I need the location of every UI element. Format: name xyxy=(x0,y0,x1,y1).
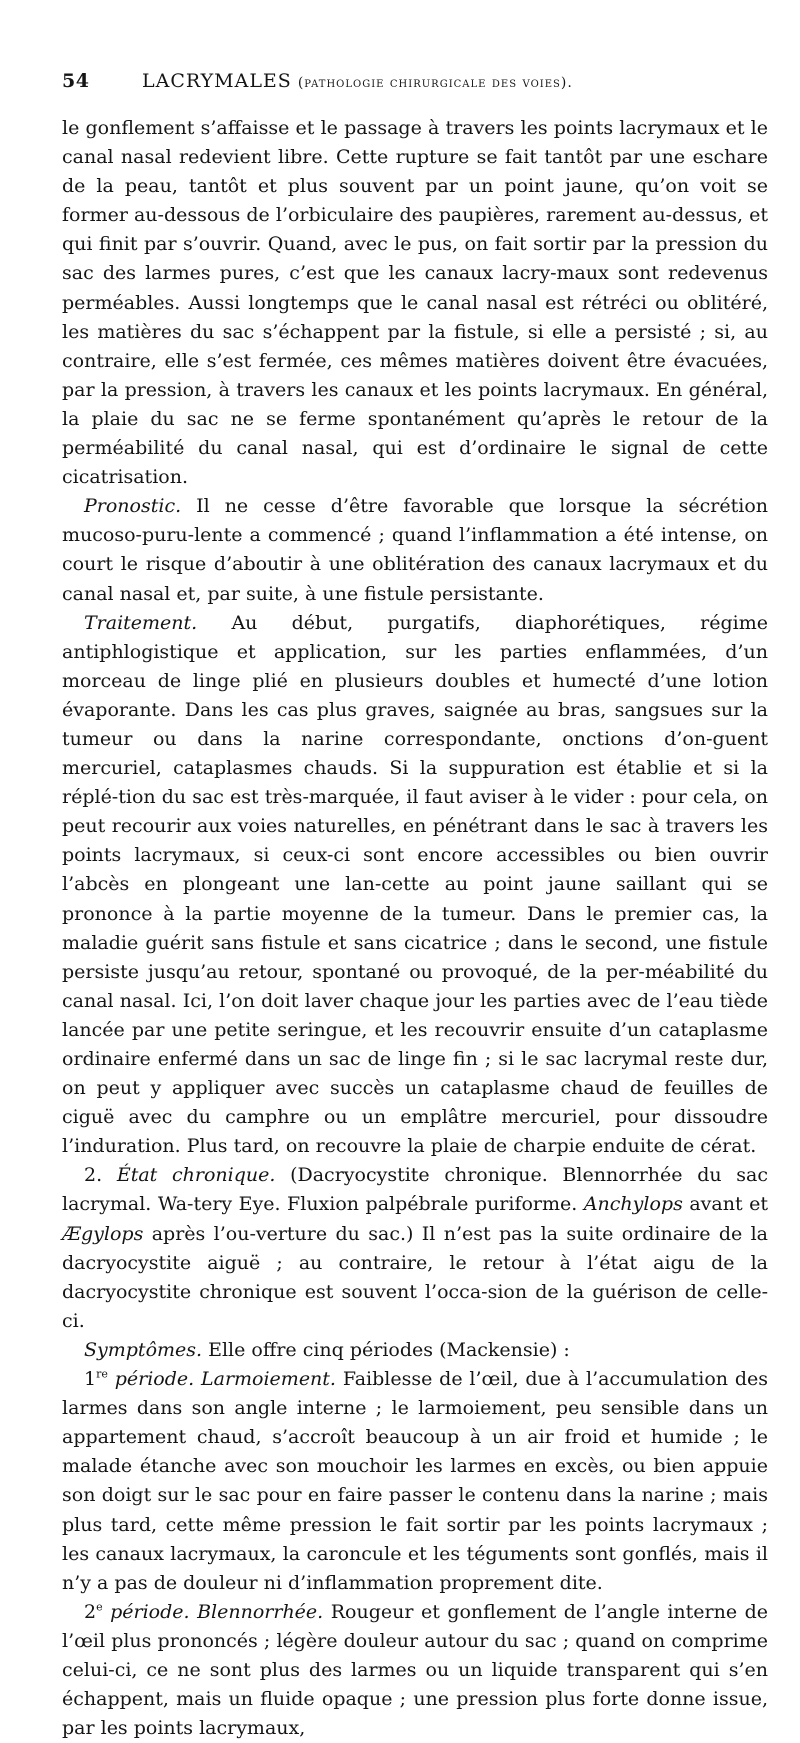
period-ordinal: re xyxy=(96,1367,108,1381)
paragraph-continuation xyxy=(62,114,768,492)
paragraph-text: Elle offre cinq périodes (Mackensie) : xyxy=(202,1338,570,1361)
term-aegylops: Ægylops xyxy=(62,1222,144,1245)
paragraph-text: après l’ou-verture du sac.) Il n’est pas la suite ordinaire de la dacryocystite aiguë ; au contraire, le retour à l’état aigu de la dacryocystite chronique est souvent l’occa-sion de la guérison de celle-ci. xyxy=(62,1222,768,1332)
paragraph-text: Il ne cesse d’être favorable que lorsque la sécrétion mucoso-puru-lente a commencé ; quand l’inflammation a été intense, on court le risque d’aboutir à une oblitération des canaux lacrymaux et du canal nasal et, par suite, à une fistule persistante. xyxy=(62,495,768,605)
paragraph-text: le gonflement s’affaisse et le passage à travers les points lacrymaux et le canal nasal redevient libre. Cette rupture se fait tantôt par une eschare de la peau, tantôt et plus souvent par un point jaune, qu’on voit se former au-dessous de l’orbiculaire des paupières, rarement au-dessus, et qui finit par s’ouvrir. Quand, avec le pus, on fait sortir par la pression du sac des larmes pures, c’est que les canaux lacry-maux sont redevenus perméables. Aussi longtemps que le canal nasal est rétréci ou oblitéré, les matières du sac s’échappent par la fistule, si elle a persisté ; si, au contraire, elle s’est fermée, ces mêmes matières doivent être évacuées, par la pression, à travers les canaux et les points lacrymaux. En général, la plaie du sac ne se ferme spontanément qu’après le retour de la perméabilité du canal nasal, qui est d’ordinaire le signal de cette cicatrisation. xyxy=(62,117,768,489)
running-subtitle: (pathologie chirurgicale des voies). xyxy=(297,75,573,91)
paragraph-text: avant et xyxy=(682,1193,768,1216)
term-anchylops: Anchylops xyxy=(583,1193,683,1216)
period-number: 2 xyxy=(84,1600,97,1623)
section-number: 2. xyxy=(84,1164,117,1187)
paragraph-symptomes xyxy=(62,1336,768,1365)
page-number: 54 xyxy=(62,70,90,92)
section-label-traitement: Traitement. xyxy=(84,611,198,634)
page-body xyxy=(62,114,768,1743)
section-label-symptomes: Symptômes. xyxy=(84,1338,203,1361)
paragraph-text: (Dacryocystite chronique. Blennorrhée du sac lacrymal. Wa-tery Eye. Fluxion palpébrale puriforme. xyxy=(62,1164,769,1216)
period-ordinal: e xyxy=(96,1600,103,1614)
period-number: 1 xyxy=(84,1368,97,1391)
section-label-etat-chronique: État chronique. xyxy=(116,1164,276,1187)
paragraph-periode-1 xyxy=(62,1365,768,1598)
section-label-pronostic: Pronostic. xyxy=(84,495,182,518)
paragraph-periode-2 xyxy=(62,1598,768,1743)
paragraph-text: Rougeur et gonflement de l’angle interne de l’œil plus prononcés ; légère douleur autour du sac ; quand on comprime celui-ci, ce ne sont plus des larmes ou un liquide transparent qui s’en échappent, mais un fluide opaque ; une pression plus forte donne issue, par les points lacrymaux, xyxy=(62,1600,768,1740)
running-header xyxy=(62,70,768,114)
section-label-larmoiement: période. Larmoiement. xyxy=(107,1368,336,1391)
paragraph-pronostic xyxy=(62,492,768,608)
paragraph-text: Faiblesse de l’œil, due à l’accumulation des larmes dans son angle interne ; le larmoiement, peu sensible dans un appartement chaud, s’accroît beaucoup à un air froid et humide ; le malade étanche avec son mouchoir les larmes en excès, ou bien appuie son doigt sur le sac pour en faire passer le contenu dans la narine ; mais plus tard, cette même pression le fait sortir par les points lacrymaux ; les canaux lacrymaux, la caroncule et les téguments sont gonflés, mais il n’y a pas de douleur ni d’inflammation proprement dite. xyxy=(62,1368,768,1594)
paragraph-traitement xyxy=(62,609,768,1162)
paragraph-etat-chronique xyxy=(62,1161,768,1336)
section-label-blennorrhee: période. Blennorrhée. xyxy=(102,1600,324,1623)
paragraph-text: Au début, purgatifs, diaphorétiques, régime antiphlogistique et application, sur les parties enflammées, d’un morceau de linge plié en plusieurs doubles et humecté d’une lotion évaporante. Dans les cas plus graves, saignée au bras, sangsues sur la tumeur ou dans la narine correspondante, onctions d’on-guent mercuriel, cataplasmes chauds. Si la suppuration est établie et si la réplé-tion du sac est très-marquée, il faut aviser à le vider : pour cela, on peut recourir aux voies naturelles, en pénétrant dans le sac à travers les points lacrymaux, si ceux-ci sont encore accessibles ou bien ouvrir l’abcès en plongeant une lan-cette au point jaune saillant qui se prononce à la partie moyenne de la tumeur. Dans le premier cas, la maladie guérit sans fistule et sans cicatrice ; dans le second, une fistule persiste jusqu’au retour, spontané ou provoqué, de la per-méabilité du canal nasal. Ici, l’on doit laver chaque jour les parties avec de l’eau tiède lancée par une petite seringue, et les recouvrir ensuite d’un cataplasme ordinaire enfermé dans un sac de linge fin ; si le sac lacrymal reste dur, on peut y appliquer avec succès un cataplasme chaud de feuilles de ciguë avec du camphre ou un emplâtre mercuriel, pour dissoudre l’induration. Plus tard, on recouvre la plaie de charpie enduite de cérat. xyxy=(62,611,768,1158)
running-title: LACRYMALES xyxy=(142,70,292,92)
